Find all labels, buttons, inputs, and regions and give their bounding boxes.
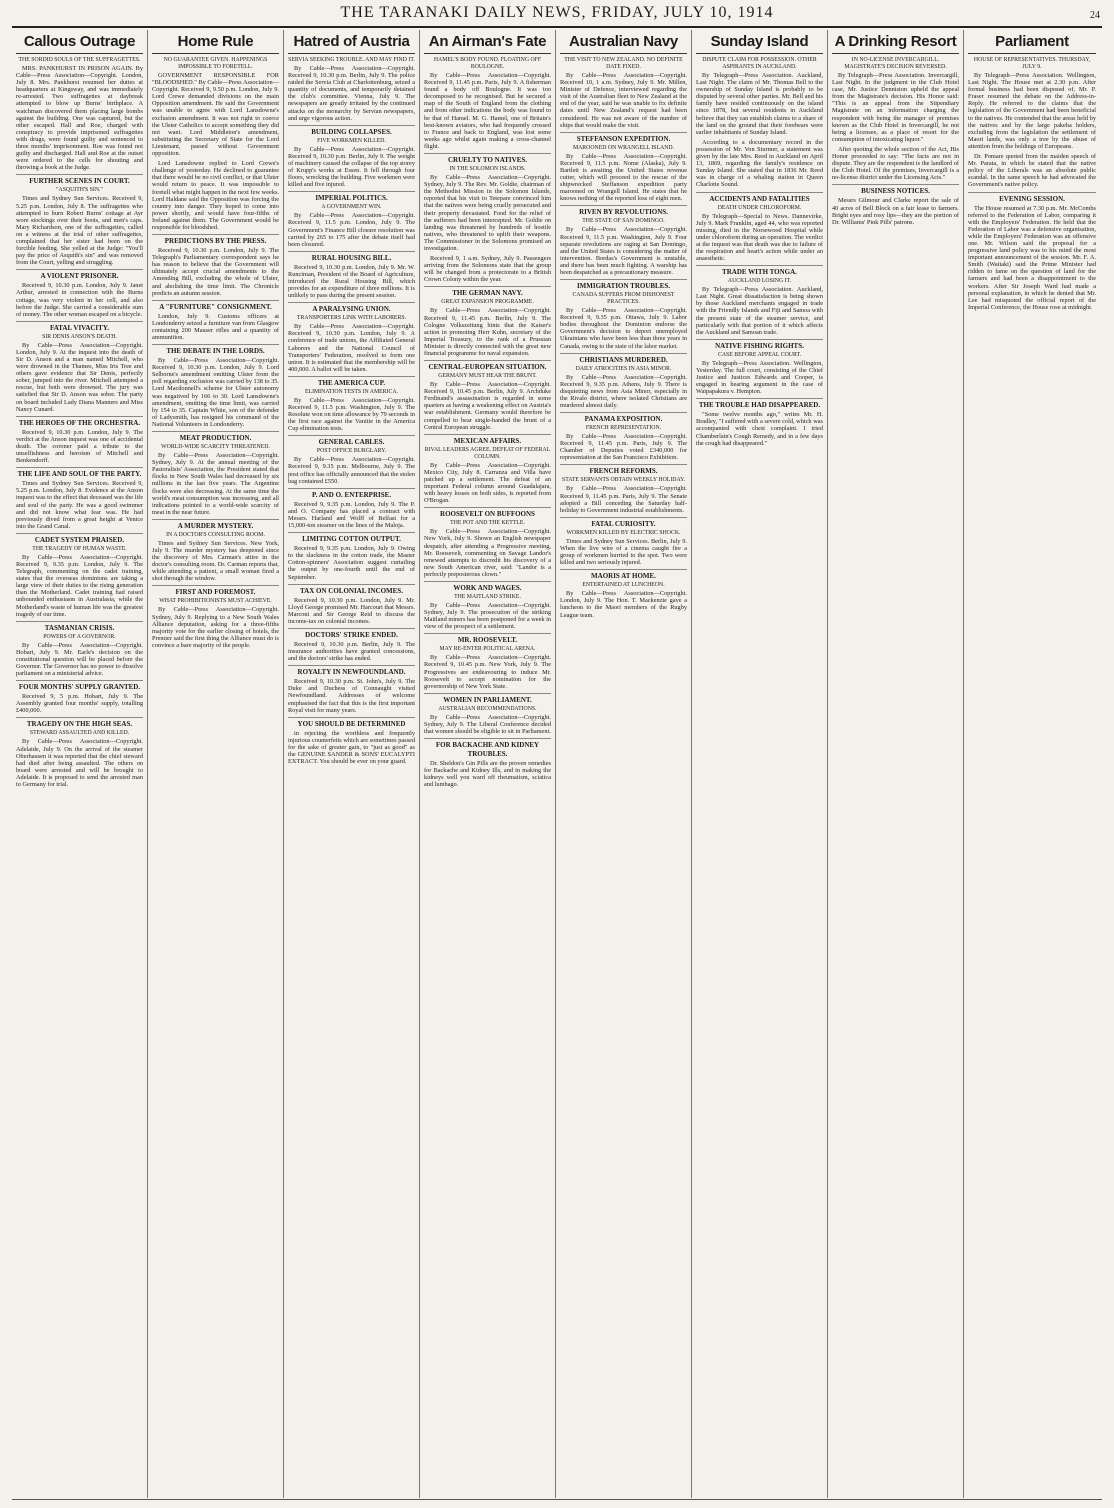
article-body: By Cable—Press Association—Copyright. Received 9, 11.5 p.m. Nome (Alaska), July 9. Bartlett is awaiting the United States revenue cutter, which will proceed to the rescue of the shipwrecked Steffanson expedition party marooned on Wrangell Island. He states that he knows nothing of the reported loss of eight men. [560, 152, 687, 203]
article-headline: TRADE WITH TONGA. [696, 265, 823, 277]
article-headline: STEFFANSON EXPEDITION. [560, 132, 687, 144]
article-body: By Cable—Press Association—Copyright. Received 9, 10.45 p.m. Berlin, July 9. Archduke Ferdinand's assassination is regarded in some quarters as having a weakening effect on Austria's war establishment. Germany would therefore be compelled to bear single-handed the brunt of a Central European struggle. [424, 381, 551, 431]
article [288, 302, 415, 373]
article-body: By Cable—Press Association—Copyright. Received 9, 11.5 p.m. London, July 9. The Government's Finance Bill closure resolution was carried by 265 to 175 after the debate itself had been closured. [288, 212, 415, 248]
article-headline: GENERAL CABLES. [288, 435, 415, 447]
article [560, 464, 687, 513]
article-subhead: SIR DENIS ANSON'S DEATH. [42, 333, 117, 340]
article-body: By Cable—Press Association—Copyright. Received 9, 10.30 p.m. London, July 9. A conference of trade unions, the Affiliated General Laborers and the National Council of Transporters' Federation, resolved to form one union. It is estimated that the membership will be 400,000. A ballot will be taken. [288, 323, 415, 373]
article [16, 717, 143, 788]
article-subhead: MAY RE-ENTER POLITICAL ARENA. [439, 646, 536, 653]
article-body: Received 9, 9.35 p.m. London, July 9. Owing to the slackness in the cotton trade, the Master Cotton-spinners' Association suggest curtailing the output by one-fourth until the end of September. [288, 545, 415, 581]
article-headline: TASMANIAN CRISIS. [16, 621, 143, 633]
column-3 [284, 30, 420, 1498]
article-headline: IMPERIAL POLITICS. [288, 191, 415, 203]
column-8 [964, 30, 1100, 1498]
article [288, 251, 415, 299]
article-subhead: GREAT EXPANSION PROGRAMME. [441, 299, 534, 306]
article-body: By Cable—Press Association—Copyright. Sydney, July 9. The Liberal Conference decided that women should be eligible to sit in Parliament. [424, 713, 551, 735]
article-body: By Cable—Press Association—Copyright. London, July 9. At the inquest into the death of Sir D. Anson and a man named Mitchell, who were drowned in the Thames, Miss Iris Tree and others gave evidence that Sir Denis, perfectly sober, jumped into the river. Mitchell attempted a rescue, but both were drowned. The jury was satisfied that Sir D. Anson was sober. The party on board included Lady Diana Manners and Miss Nancy Cunard. [16, 341, 143, 413]
article-subhead: THE POT AND THE KETTLE. [450, 520, 525, 527]
article-headline: FOR BACKACHE AND KIDNEY TROUBLES. [424, 738, 551, 759]
article-headline: DOCTORS' STRIKE ENDED. [288, 628, 415, 640]
article [696, 339, 823, 395]
article [424, 360, 551, 431]
column-heading: Home Rule [152, 31, 279, 54]
article-subhead: FRENCH REPRESENTATION. [585, 425, 662, 432]
article [560, 205, 687, 276]
article [16, 621, 143, 677]
article-subhead: DEATH UNDER CHLOROFORM. [717, 204, 802, 211]
article [16, 680, 143, 714]
article-headline: ROYALTY IN NEWFOUNDLAND. [288, 665, 415, 677]
article [288, 376, 415, 432]
article [832, 146, 959, 181]
article [152, 431, 279, 516]
article [560, 353, 687, 409]
article [288, 57, 415, 122]
article-subhead: HAMEL'S BODY FOUND. FLOATING OFF BOULOGNE. [433, 57, 542, 70]
article [288, 488, 415, 529]
article [424, 434, 551, 505]
article-subhead: IN NO-LICENSE INVERCARGILL. MAGISTRATE'S DECISION REVERSED. [844, 57, 947, 70]
article [288, 532, 415, 580]
article-subhead: THE VISIT TO NEW ZEALAND. NO DEFINITE DATE FIXED. [564, 57, 683, 70]
article-body: Received 9, 10.30 p.m. London, July 9. Mr. Lloyd George promised Mr. Harcourt that Messrs. Marconi and Sir George Reid to discuss the income-tax on colonial incomes. [288, 596, 415, 625]
article-subhead: SERVIA SEEKING TROUBLE. AND MAY FIND IT. [288, 57, 415, 63]
article-body: By Cable—Press Association—Copyright. Received 9, 9.35 p.m. Melbourne, July 9. The post office has officially announced that the stolen bag contained £550. [288, 456, 415, 485]
article-body: Times and Sydney Sun Services. Berlin, July 9. When the live wire of a cinema caught fire a group of workmen hurried to the spot. Two were killed and two seriously injured. [560, 537, 687, 567]
article-headline: FRENCH REFORMS. [560, 464, 687, 476]
article-body: By Cable—Press Association—Copyright. Received 9, 9.35 p.m. Ottawa, July 9. Labor bodies throughout the Dominion endorse the Government's decision to deport unemployed Ukrainians who have been less than three years in Canada, owing to the state of the labor market. [560, 307, 687, 350]
article-subhead: POST OFFICE BURGLARY. [316, 448, 387, 455]
article [152, 57, 279, 157]
article-body: Received 9, 5 p.m. Hobart, July 9. The Assembly granted four months' supply, totalling £400,000. [16, 693, 143, 715]
article-headline: BUILDING COLLAPSES. [288, 125, 415, 137]
article-headline: IMMIGRATION TROUBLES. [560, 279, 687, 291]
article-body: By Cable—Press Association—Copyright. Sydney, July 9. Replying to a New South Wales Alliance deputation, asking for a three-fifths majority vote for the earlier closing of hotels, the Premier said the first thing the Alliance must do is convince a bare majority of the people. [152, 606, 279, 649]
article [696, 398, 823, 446]
article-body: Received 9, 10.30 p.m. St. John's, July 9. The Duke and Duchess of Connaught visited Newfoundland. Addresses of welcome emphasised the fact that this is the first important Royal visit for many years. [288, 678, 415, 714]
article [152, 300, 279, 341]
column-heading: Sunday Island [696, 31, 823, 54]
article-headline: BUSINESS NOTICES. [832, 184, 959, 196]
article-headline: CRUELTY TO NATIVES. [424, 153, 551, 165]
article-body: After quoting the whole section of the Act, His Honor proceeded to say: "The facts are not in dispute. They are the respondent is the landlord of the Club Hotel. Of the premises, Invercargill is a no-license district under the Licensing Acts." [832, 145, 959, 182]
article [288, 628, 415, 662]
column-4 [420, 30, 556, 1498]
article-subhead: DAILY ATROCITIES IN ASIA MINOR. [575, 365, 672, 372]
article-headline: FURTHER SCENES IN COURT. [16, 174, 143, 186]
article [16, 416, 143, 464]
article-headline: MEXICAN AFFAIRS. [424, 434, 551, 446]
article-subhead: IN A DOCTOR'S CONSULTING ROOM. [166, 531, 265, 538]
column-heading: Parliament [968, 31, 1096, 54]
article-headline: FIRST AND FOREMOST. [152, 585, 279, 597]
article-subhead: WORLD-WIDE SCARCITY THREATENED. [161, 444, 270, 451]
article-subhead: AUSTRALIAN RECOMMENDATIONS. [438, 705, 537, 712]
article [424, 738, 551, 788]
article-body: Messrs Gilmour and Clarke report the sale of 40 acres of Bell Block on a fair lease to farmers. Bright eyes and rosy lips—they are the portion of Dr. Williams' Pink Pills' patrons. [832, 197, 959, 226]
article-headline: THE LIFE AND SOUL OF THE PARTY. [16, 467, 143, 479]
article-headline: CENTRAL-EUROPEAN SITUATION. [424, 360, 551, 372]
article [968, 192, 1096, 311]
article-subhead: CASE BEFORE APPEAL COURT. [717, 351, 802, 358]
article-body: GOVERNMENT RESPONSIBLE FOR "BLOODSHED." By Cable—Press Association—Copyright. Received 9, 9.50 p.m. London, July 9. Lord Crewe demanded divisions on the main Opposition amendment. He said the Government was unable to agree with Lord Lansdowne's exclusion amendment. It was not right to coerce the Ulster Catholics to accept something they did not want. Lord Middleton's amendment, substituting the Secretary of State for the Lord Lieutenant, passed without Government opposition. [152, 72, 279, 158]
article-body: By Cable—Press Association—Copyright. Received 10, 1 a.m. Sydney, July 9. Mr. Millen, Minister of Defence, interviewed regarding the visit of the Australian fleet to New Zealand at the end of the year, said he was unable to fix definite dates until New Zealand's request had been considered. He was not aware of the number of ships that would make the visit. [560, 72, 687, 129]
article-headline: CHRISTIANS MURDERED. [560, 353, 687, 365]
article-body: Received 9, 10.30 p.m. Berlin, July 9. The insurance authorities have granted concessions, and the doctors' strike has ended. [288, 640, 415, 663]
article-headline: A VIOLENT PRISONER. [16, 269, 143, 281]
article-headline: THE AMERICA CUP. [288, 376, 415, 388]
article-body: By Cable—Press Association—Copyright. Sydney, July 9. The prosecution of the striking Maitland miners has been postponed for a week in view of the prospect of a settlement. [424, 601, 551, 631]
article-body: By Cable—Press Association—Copyright. Received 9, 11.45 p.m. Paris, July 9. A fisherman found a body off Boulogne. It was too decomposed to be recognised. But he secured a map of the South of England from the clothing and from other indications the body was found to be that of Hamel. M. G. Hamel, one of Britain's best-known aviators, who had frequently crossed to France and back to England, was lost some weeks ago whilst again making a cross-channel flight. [424, 72, 551, 150]
page-number: 24 [1090, 10, 1100, 21]
article-body: By Telegraph—Press Association. Invercargill, Last Night. In the judgment in the Club Hotel case, Mr. Justice Denniston upheld the appeal from the Magistrate's decision. His Honor said: "This is an appeal from the Stipendiary Magistrate on an information charging the respondent with being the manager of premises known as the Club Hotel in Invercargill, he not being a licensee, as a place of resort for the consumption of intoxicating liquor." [832, 72, 959, 143]
article-body: Times and Sydney Sun Services. New York, July 9. The murder mystery has deepened since the discovery of Mrs. Carman's attire in the doctor's consulting room. Dr. Carman reports that, while attending a patient, a small woman fired a shot through the window. [152, 539, 279, 583]
article [424, 153, 551, 252]
article [424, 633, 551, 689]
news-columns [12, 30, 1102, 1498]
article-body: By Cable—Press Association—Copyright. London, July 9. The Hon. T. Mackenzie gave a luncheon to the Maori members of the Rugby League team. [560, 590, 687, 619]
article-body: Received 9, 9.35 p.m. London, July 9. The P. and O. Company has placed a contract with Messrs. Harland and Wolff of Belfast for a 15,000-ton steamer on the lines of the Maloja. [288, 500, 415, 530]
article-body: By Cable—Press Association—Copyright. Mexico City, July 8. Carranza and Villa have patched up a settlement. The defeat of an important Federal column around Guadalajara, with heavy losses on both sides, is reported from O'Brogan. [424, 461, 551, 505]
article-body: Received 9, 10.30 p.m. London, July 9. The Telegraph's Parliamentary correspondent says he has reason to believe that the Government will ultimately accept crucial amendments to the Amending Bill, excluding the whole of Ulster, and abolishing the time limit. The Chronicle predicts an autumn session. [152, 247, 279, 297]
article-headline: EVENING SESSION. [968, 192, 1096, 204]
article-subhead: "ASQUITH'S SIN." [56, 187, 103, 194]
article [152, 234, 279, 297]
column-2 [148, 30, 284, 1498]
article-subhead: THE MAITLAND STRIKE. [454, 593, 521, 600]
column-heading: An Airman's Fate [424, 31, 551, 54]
article-subhead: FIVE WORKMEN KILLED. [317, 137, 386, 144]
article [288, 665, 415, 713]
article-body: Times and Sydney Sun Services. Received 9, 5.25 p.m. London, July 8. The suffragettes who attempted to burn Robert Burns' cottage at Ayr wore stockings over their boots, and men's caps. Mary Richardson, one of the suffragettes, called on a witness at the trial of other suffragettes, complained that her sister had been on the forcible feeding. She yelled at the Judge: "You'll pay the price of Asquith's sin" and was removed from the Court, yelling and struggling. [16, 195, 143, 267]
article-subhead: THE SORDID SOULS OF THE SUFFRAGETTES. [18, 57, 141, 63]
article [696, 192, 823, 263]
article-headline: ACCIDENTS AND FATALITIES [696, 192, 823, 204]
article-body: Dr. Pomare quoted from the maiden speech of Mr. Parata, in which he stated that the native policy of the Liberals was an absolute public scandal. In the same speech he had advocated the Government's native policy. [968, 153, 1096, 189]
article-subhead: WHAT PROHIBITIONISTS MUST ACHIEVE. [159, 598, 272, 605]
article-body: By Cable—Press Association—Copyright. Received 9, 11.45 p.m. Berlin, July 9. The Cologne Volkszeitung hints that the Kaiser's action in promoting Herr Kohn, secretary of the Imperial Treasury, to the rank of a Prussian Minister is directly connected with the great new financial programme for naval expansion. [424, 307, 551, 357]
article-headline: FOUR MONTHS' SUPPLY GRANTED. [16, 680, 143, 692]
article-body: By Cable—Press Association—Copyright. Received 9, 11.5 p.m. Washington, July 9. Four separate revolutions are raging at San Domingo, and the United States is considering the matter of intervention. Bordas's Government is unstable, and there has been much fighting. A warship has been despatched as a precautionary measure. [560, 226, 687, 276]
article-body: According to a documentary record in the possession of Mr. Von Sturmer, a statement was given by the late Mrs. Reed in Auckland on April 13, 1869, regarding the family's residence on Sunday Island. She stated that in 1836 Mr. Reed was in charge of a whaling station in Queen Charlotte Sound. [696, 138, 823, 189]
article [968, 57, 1096, 150]
article [560, 132, 687, 203]
article-body: in rejecting the worthless and frequently injurious counterfeits which are sometimes passed for the sake of greater gain, to "just as good" as the GENUINE SANDER & SONS' EUCALYPTI EXTRACT. You should be ever on your guard. [288, 729, 415, 766]
article-body: By Cable—Press Association—Copyright. Adelaide, July 9. On the arrival of the steamer Oberhausen it was reported that the chief steward had died after being assaulted. The others on board were arrested and will be brought to Adelaide. It is proposed to send the arrested man to Germany for trial. [16, 738, 143, 789]
article-body: Received 9, 10.30 p.m. London, July 9. The verdict at the Anson inquest was one of accidental death. The coroner paid a tribute to the unselfishness and heroism of Mitchell and Benkendorff. [16, 428, 143, 465]
article-body: By Telegraph—Press Association. Auckland, Last Night. The claim of Mr. Thomas Bell to the ownership of Sunday Island is probably to be disputed by several other parties. Mr. Bell and his family have resided continuously on the island since 1878, but several residents in Auckland believe that they can establish claims to a share of the land on the ground that their forebears were earlier inhabitants of Sunday Island. [696, 72, 823, 136]
column-7 [828, 30, 964, 1498]
article-body: By Telegraph—Press Association. Wellington, Last Night. The House met at 2.30 p.m. After formal business had been disposed of, Mr. P. Fraser resumed the debate on the Address-in-Reply. He referred to the claims that the legislation of the Government had been beneficial to the natives. He contended that the areas held by the natives and by the large pakeha holders, excluding from the legislation the settlement of Maori lands, was only a tree by the abuse of attention from the holdings of Europeans. [968, 72, 1096, 150]
article-subhead: STATE SERVANTS OBTAIN WEEKLY HOLIDAY. [561, 477, 686, 484]
article-subhead: AUCKLAND LOSING IT. [727, 278, 792, 285]
article [560, 57, 687, 129]
article-subhead: ENTERTAINED AT LUNCHEON. [582, 582, 665, 589]
article-headline: CADET SYSTEM PRAISED. [16, 533, 143, 545]
article-headline: YOU SHOULD BE DETERMINED [288, 717, 415, 729]
article [424, 507, 551, 578]
column-5 [556, 30, 692, 1498]
article-subhead: HOUSE OF REPRESENTATIVES. THURSDAY, JULY 9. [973, 57, 1091, 70]
article-subhead: STEWARD ASSAULTED AND KILLED. [29, 730, 130, 737]
article [560, 279, 687, 350]
article-headline: A "FURNITURE" CONSIGNMENT. [152, 300, 279, 312]
masthead-rule [12, 26, 1102, 28]
article-body: Times and Sydney Sun Services. Received 9, 5.25 p.m. London, July 8. Evidence at the Anson inquest was to the effect that deceased was the life and soul of the party. He was a good swimmer and did not know what fear was. He had previously dived from a great height at Venice into the Grand Canal. [16, 480, 143, 530]
article-headline: FATAL CURIOSITY. [560, 517, 687, 529]
article-body: By Cable—Press Association—Copyright. Received 9, 10.30 p.m. Berlin, July 9. The weight of machinery caused the collapse of the top storey of Krupp's works at Essen. It fell through four floors, wrecking the building. Five workmen were killed and five injured. [288, 145, 415, 189]
article [968, 153, 1096, 188]
article-subhead: ELIMINATION TESTS IN AMERICA. [305, 388, 398, 395]
article-body: Received 9, 10.30 p.m. London, July 9. Mr. W. Runciman, President of the Board of Agriculture, introduced the Rural Housing Bill, which provides for an expenditure of three millions. It is unlikely to pass during the present session. [288, 263, 415, 300]
article-headline: MEAT PRODUCTION. [152, 431, 279, 443]
column-heading: Hatred of Austria [288, 31, 415, 54]
article-body: By Cable—Press Association—Copyright. Received 9, 11.5 p.m. Washington, July 9. The Resolute won on time allowance by 79 seconds in the first race against the Vanitie in the America Cup elimination tests. [288, 396, 415, 433]
article [152, 344, 279, 428]
article [832, 57, 959, 143]
article-body: By Cable—Press Association—Copyright. Sydney, July 9. At the annual meeting of the Pastoralists' Association, the President stated that flocks in New South Wales had decreased by six millions in the last five years. The Argentine flocks were also decreasing. At the same time the world's meat consumption was increasing, and all indications pointed to a world-wide scarcity of meat in the near future. [152, 452, 279, 516]
article [424, 57, 551, 150]
article-body: By Telegraph—Special to News. Dannevirke, July 9. Mark Franklin, aged 44, who was reported missing, died in the Norsewood Hospital while under chloroform during an operation. The verdict at the inquest was that death was due to failure of the respiration and heart's action while under an anaesthetic. [696, 212, 824, 263]
article [288, 191, 415, 247]
article-body: By Cable—Press Association—Copyright. Received 9, 11.45 p.m. Paris, July 9. The Senate adopted a Bill conceding the Saturday half-holiday to Government industrial establishments. [560, 485, 687, 514]
masthead: THE TARANAKI DAILY NEWS, FRIDAY, JULY 10, 1914 [340, 4, 774, 21]
article-headline: TAX ON COLONIAL INCOMES. [288, 584, 415, 596]
article-headline: A MURDER MYSTERY. [152, 519, 279, 531]
article-headline: RIVEN BY REVOLUTIONS. [560, 205, 687, 217]
article-headline: P. AND O. ENTERPRISE. [288, 488, 415, 500]
column-heading: Australian Navy [560, 31, 687, 54]
footer-rule [12, 1499, 1102, 1500]
article [424, 286, 551, 357]
article-headline: TRAGEDY ON THE HIGH SEAS. [16, 717, 143, 729]
article [16, 533, 143, 618]
article-subhead: THE TRAGEDY OF HUMAN WASTE. [32, 545, 127, 552]
article-body: By Cable—Press Association—Copyright. Received 9, 10.45 p.m. New York, July 9. The Progressives are endeavouring to induce Mr. Roosevelt to accept nomination for the governorship of New York State. [424, 654, 551, 690]
article-subhead: WORKMEN KILLED BY ELECTRIC SHOCK. [566, 529, 681, 536]
article [288, 717, 415, 765]
article-headline: THE DEBATE IN THE LORDS. [152, 344, 279, 356]
article [696, 139, 823, 189]
article [288, 125, 415, 189]
article-body: Received 9, 1 a.m. Sydney, July 9. Passengers arriving from the Solomons state that the group will be changed from a protectorate to a British Crown Colony within the year. [424, 255, 551, 284]
article-headline: WORK AND WAGES. [424, 581, 551, 593]
article-body: By Cable—Press Association—Copyright. Hobart, July 9. Mr. Earle's decision on the constitutional question will be placed before the Governor. The Governor has no power to dissolve parliament on a ministerial advice. [16, 641, 143, 678]
article-body: The House resumed at 7.30 p.m. Mr. McCombs referred to the Federation of Labor, comparing it with the Employers' Federation. He held that the Federation of Labor was a defensive organisation, while the Employers' Federation was an offensive one. Mr. Wilson said the proposal for a progressive land policy was to his mind the most important announcement of the session. Mr. F. A. Smith (Waitaki) said the Prime Minister had ridden to fame on the question of land for the farmers and had been a disappointment to the workers. After Sir Joseph Ward had made a personal explanation, in which he denied that Mr. Lee had misquoted the official report of the Imperial Conference, the House rose at midnight. [968, 204, 1096, 311]
article-headline: THE TROUBLE HAD DISAPPEARED. [696, 398, 823, 410]
article-headline: THE GERMAN NAVY. [424, 286, 551, 298]
article-headline: ROOSEVELT ON BUFFOONS [424, 507, 551, 519]
article-subhead: DISPUTE CLAIM FOR POSSESSION. OTHER ASPIRANTS IN AUCKLAND. [702, 57, 817, 70]
article-body: Dr. Sheldon's Gin Pills are the proven remedies for Backache and Kidney Ills, and in making the kidneys well you ward off rheumatism, sciatica and lumbago. [424, 760, 551, 789]
article [832, 184, 959, 225]
article-subhead: TRANSPORTERS LINK WITH LABORERS. [296, 315, 407, 322]
article-headline: WOMEN IN PARLIAMENT. [424, 693, 551, 705]
article [16, 174, 143, 266]
article [696, 265, 823, 336]
column-heading: A Drinking Resort [832, 31, 959, 54]
article-body: Received 9, 10.30 p.m. London, July 9. Janet Arthur, arrested in connection with the Burns cottage, was very violent in her cell, and also before the Judge. She carried a considerable sum of money. The other woman escaped on a bicycle. [16, 282, 143, 318]
article-body: By Cable—Press Association—Copyright. Received 9, 10.30 p.m. Berlin, July 9. The police raided the Servia Club at Charlottenburg, seized a quantity of documents, and temporarily detained the club's committee. Vienna, July 9. The newspapers are greatly irritated by the continued attacks on the monarchy by Servian newspapers, and urge vigorous action. [288, 65, 415, 122]
article [424, 693, 551, 735]
article-subhead: CANADA SUFFERS FROM DISHONEST PRACTICES. [572, 292, 675, 306]
article-body: Lord Lansdowne replied to Lord Crewe's challenge of yesterday. He declined to guarantee that there would be no civil conflict, or that Ulster would return to peace. It was impossible to foretell what might happen in the next few weeks. Lord Haldane said the Opposition was forcing the country into danger. They hoped to come into power shortly, and would have four-fifths of Ireland against them. The Government would be responsible for bloodshed. [152, 160, 279, 231]
article [152, 519, 279, 583]
article [560, 569, 687, 618]
article-headline: FATAL VIVACITY. [16, 321, 143, 333]
article-headline: MR. ROOSEVELT. [424, 633, 551, 645]
article-headline: PREDICTIONS BY THE PRESS. [152, 234, 279, 246]
article-body: By Cable—Press Association—Copyright. Received 9, 10.30 p.m. London, July 9. Lord Selborne's amendment omitting Ulster from the poll regarding exclusion was carried by 138 to 35. Lord Macdonnell's scheme for Ulster autonomy was negatived by 166 to 30. Lord Lansdowne's amendment, omitting the time limit, was carried by 154 to 35. Captain White, son of the defender of Ladysmith, has resigned his command of the National Volunteers in Londonderry. [152, 357, 279, 428]
article-subhead: MAROONED ON WRANGELL ISLAND. [572, 144, 675, 151]
column-1 [12, 30, 148, 1498]
article-body: By Cable—Press Association—Copyright. Received 9, 11.45 p.m. Paris, July 9. The Chamber of Deputies voted £340,000 for representation at the San Francisco Exhibition. [560, 433, 687, 462]
article [560, 412, 687, 461]
column-heading: Callous Outrage [16, 31, 143, 54]
article-subhead: IN THE SOLOMON ISLANDS. [449, 166, 526, 173]
article [152, 585, 279, 649]
article-body: MRS. PANKHURST IN PRISON AGAIN. By Cable—Press Association—Copyright. London, July 8. Mrs. Pankhurst resumed her duties at headquarters at Kingsway, and was immediately re-arrested. Two suffragettes at daybreak attempted to blow up Burns' birthplace. A watchman discovered them placing large bombs against the building. One was captured, but the other escaped. Hall and Roe, charged with conspiracy to provide imprisoned suffragettes with drugs, were found guilty and sentenced to three months' imprisonment. Roe was found not guilty and discharged. Hall and Roe at the outset were ordered to the cells for shouting and throwing a book at the Judge. [16, 65, 143, 172]
article [152, 160, 279, 231]
article [288, 435, 415, 484]
column-6 [692, 30, 828, 1498]
article-headline: PANAMA EXPOSITION. [560, 412, 687, 424]
article [288, 584, 415, 625]
article-subhead: RIVAL LEADERS AGREE. DEFEAT OF FEDERAL COLUMN. [424, 446, 551, 460]
article-headline: THE HEROES OF THE ORCHESTRA. [16, 416, 143, 428]
article-headline: RURAL HOUSING BILL. [288, 251, 415, 263]
article-body: By Cable—Press Association—Copyright. New York, July 9. Shown an English newspaper despatch, after attending a Progressive meeting, Mr. Roosevelt, commenting on Savage Landor's renewed attempts to discredit his discovery of a new South American river, said: "Landor is a perfectly preposterous clown." [424, 528, 551, 578]
article [424, 255, 551, 283]
article [696, 57, 823, 136]
article-body: By Cable—Press Association—Copyright. Received 9, 9.35 p.m. Athens, July 9. There is disquieting news from Asia Minor, especially in the Rivalo district, where isolated Christians are murdered almost daily. [560, 373, 687, 409]
article [560, 517, 687, 566]
article-body: London, July 9. Customs officers at Londonderry seized a furniture van from Glasgow containing 200 Mauser rifles and a quantity of ammunition. [152, 312, 279, 341]
article-body: By Cable—Press Association—Copyright. Sydney, July 9. The Rev. Mr. Goldie, chairman of the Methodist Mission in the Solomon Islands, reported that his visit to Tetepare convinced him that the natives were being cruelly persecuted and their property devastated. Food for the relief of the sufferers had been intercepted. Mr. Goldie on landing was threatened by hundreds of hostile natives, who threatened to uplift their weapons. The Commissioner in the Solomons promised an investigation. [424, 174, 551, 252]
article-body: By Telegraph—Press Association. Auckland, Last Night. Great dissatisfaction is being shown by those Auckland merchants engaged in trade with the Friendly Islands and Fiji and Samoa with the present state of the steamer service, and particularly with that portion of it which affects the Auckland and Samoan trade. [696, 286, 823, 336]
article-subhead: THE STATE OF SAN DOMINGO. [582, 218, 665, 225]
article-headline: MAORIS AT HOME. [560, 569, 687, 581]
article-subhead: NO GUARANTEE GIVEN. HAPPENINGS IMPOSSIBLE TO FORETELL. [163, 57, 268, 70]
article-headline: A PARALYSING UNION. [288, 302, 415, 314]
article-subhead: POWERS OF A GOVERNOR. [43, 633, 116, 640]
article-body: "Some twelve months ago," writes Mr. H. Bradley, "I suffered with a severe cold, which was accompanied with chest complaint. I tried Chamberlain's Cough Remedy, and in a few days the cough had disappeared." [696, 411, 823, 447]
article-headline: LIMITING COTTON OUTPUT. [288, 532, 415, 544]
article-subhead: A GOVERNMENT WIN. [321, 204, 382, 211]
article-body: By Telegraph—Press Association. Wellington, Yesterday. The full court, consisting of the Chief Justice and Justices Edwards and Cooper, is engaged in hearing argument in the case of Waipapakura v. Hempton. [696, 359, 823, 396]
article [424, 581, 551, 630]
article-headline: NATIVE FISHING RIGHTS. [696, 339, 823, 351]
article [16, 269, 143, 317]
article-body: By Cable—Press Association—Copyright. Received 9, 9.35 p.m. London, July 9. The Telegraph, commenting on the cadet training, states that the overseas dominions are taking a large view of their duties to the rising generation than the Motherland. Cadet training had raised unbounded enthusiasm in Australasia, while the Motherland's waste of human life was the greatest tragedy of our time. [16, 553, 143, 618]
article [16, 321, 143, 413]
article [16, 467, 143, 530]
article [16, 57, 143, 171]
article-subhead: GERMANY MUST HEAR THE BRUNT. [438, 373, 537, 380]
